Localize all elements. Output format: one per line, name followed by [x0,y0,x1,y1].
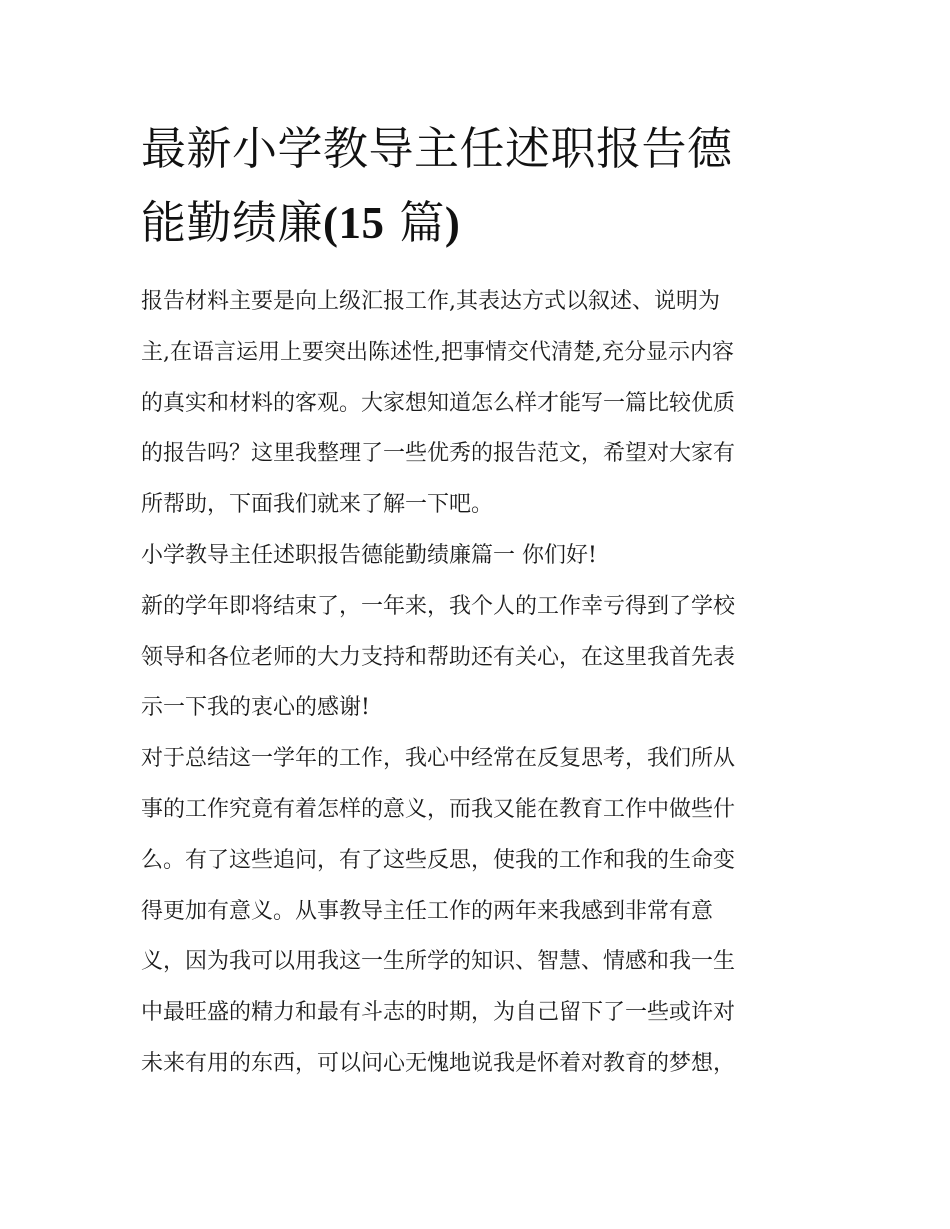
body-line: 中最旺盛的精力和最有斗志的时期，为自己留下了一些或许对 [141,1000,736,1026]
body-line: 示一下我的衷心的感谢! [141,695,370,721]
body-line: 的真实和材料的客观。大家想知道怎么样才能写一篇比较优质 [141,390,736,416]
body-line: 得更加有意义。从事教导主任工作的两年来我感到非常有意 [141,898,714,924]
body-line: 事的工作究竟有着怎样的意义，而我又能在教育工作中做些什 [141,796,736,822]
body-line: 对于总结这一学年的工作，我心中经常在反复思考，我们所从 [141,746,736,772]
body-line: 所帮助，下面我们就来了解一下吧。 [141,492,494,518]
body-line: 么。有了这些追问，有了这些反思，使我的工作和我的生命变 [141,847,736,873]
title-number: (15 [323,198,385,248]
body-line: 报告材料主要是向上级汇报工作,其表达方式以叙述、说明为 [141,289,720,314]
body-line: 领导和各位老师的大力支持和帮助还有关心，在这里我首先表 [141,644,736,670]
body-line: 义，因为我可以用我这一生所学的知识、智慧、情感和我一生 [141,949,736,975]
body-line: 的报告吗？这里我整理了一些优秀的报告范文，希望对大家有 [141,441,736,467]
title-line-1: 最新小学教导主任述职报告德 [141,122,733,175]
title-close-paren: ) [444,198,461,248]
document-title [141,112,821,260]
body-line: 未来有用的东西，可以问心无愧地说我是怀着对教育的梦想， [141,1050,736,1076]
body-line: 新的学年即将结束了，一年来，我个人的工作幸亏得到了学校 [141,593,736,619]
document-body [141,277,821,1090]
section-heading-line: 小学教导主任述职报告德能勤绩廉篇一 你们好! [141,542,597,568]
body-line: 主,在语言运用上要突出陈述性,把事情交代清楚,充分显示内容 [141,339,734,365]
title-line-2: 能勤绩廉(15 篇) [141,196,461,249]
